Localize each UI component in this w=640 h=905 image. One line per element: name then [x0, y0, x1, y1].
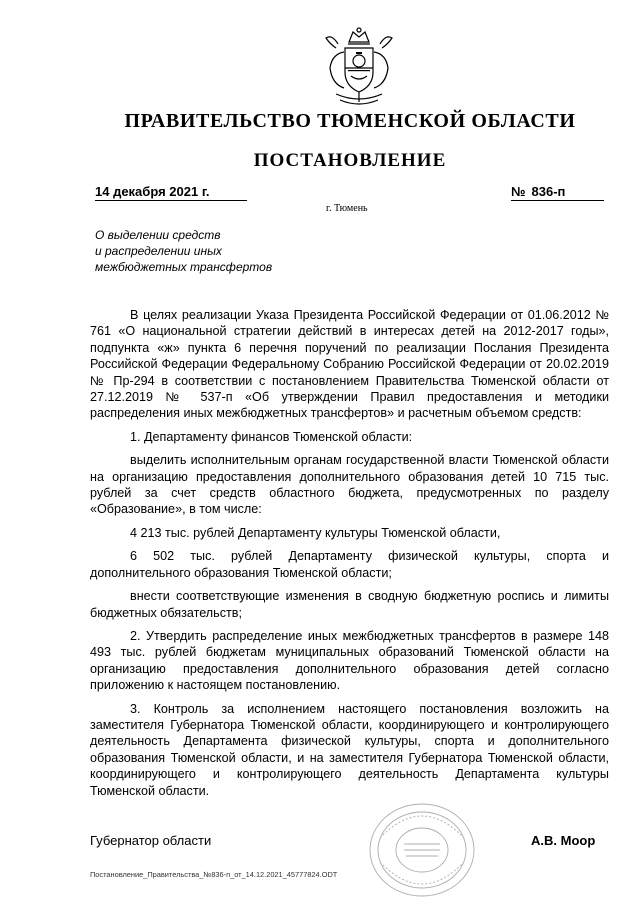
document-body [90, 307, 609, 806]
city-label: г. Тюмень [326, 203, 368, 214]
paragraph-item-2: 2. Утвердить распределение иных межбюджетных трансфертов в размере 148 493 тыс. рублей бюджетам муниципальных образований Тюменской области на организацию предоставления дополнительного образования детей согласно приложению к настоящем постановлению. [90, 628, 609, 693]
file-footer: Постановление_Правительства_№836-п_от_14.12.2021_45777824.ODT [90, 870, 338, 879]
government-title: ПРАВИТЕЛЬСТВО ТЮМЕНСКОЙ ОБЛАСТИ [124, 110, 576, 132]
document-date: 14 декабря 2021 г. [95, 184, 247, 201]
paragraph-item-3: 3. Контроль за исполнением настоящего постановления возложить на заместителя Губернатора Тюменской области, координирующего и контролирующего деятельность Департамента физической культуры, спорта и дополнительного образования Тюменской области, и на заместителя Губернатора Тюменской области, координирующего и контролирующего деятельность Департамента культуры Тюменской области. [90, 701, 609, 798]
number-sign: № [511, 184, 526, 199]
paragraph-item-1-allocate: выделить исполнительным органам государственной власти Тюменской области на организацию предоставления дополнительного образования детей 10 715 тыс. рублей за счет средств областного бюджета, предусмотренных по разделу «Образование», в том числе: [90, 453, 609, 517]
document-type: ПОСТАНОВЛЕНИЕ [253, 150, 447, 171]
document-subject: О выделении средств и распределении иных межбюджетных трансфертов [95, 228, 273, 274]
paragraph-preamble: В целях реализации Указа Президента Российской Федерации от 01.06.2012 № 761 «О национальной стратегии действий в интересах детей на 2012-2017 годы», подпункта «ж» пункта 6 перечня поручений по реализации Послания Президента Российской Федерации Федеральному Собранию Российской Федерации от 20.02.2019 № Пр-294 в соответствии с постановлением Правительства Тюменской области от 27.12.2019 № 537-п «Об утверждении Правил предоставления и методики распределения иных межбюджетных трансфертов» и расчетным объемом средств: [90, 308, 609, 421]
signatory-name: А.В. Моор [531, 833, 596, 848]
paragraph-item-1-sport: 6 502 тыс. рублей Департаменту физической культуры, спорта и дополнительного образования Тюменской области; [90, 549, 609, 580]
paragraph-item-1-culture: 4 213 тыс. рублей Департаменту культуры Тюменской области, [130, 525, 501, 540]
number-value: 836-п [531, 184, 566, 199]
seal-stamp-icon [366, 798, 478, 898]
signatory-position: Губернатор области [90, 833, 212, 848]
coat-of-arms-icon [318, 24, 400, 110]
paragraph-item-1: 1. Департаменту финансов Тюменской области: [130, 429, 413, 444]
document-number [511, 184, 604, 201]
paragraph-item-1-budget: внести соответствующие изменения в сводную бюджетную роспись и лимиты бюджетных обязательств; [90, 589, 609, 620]
